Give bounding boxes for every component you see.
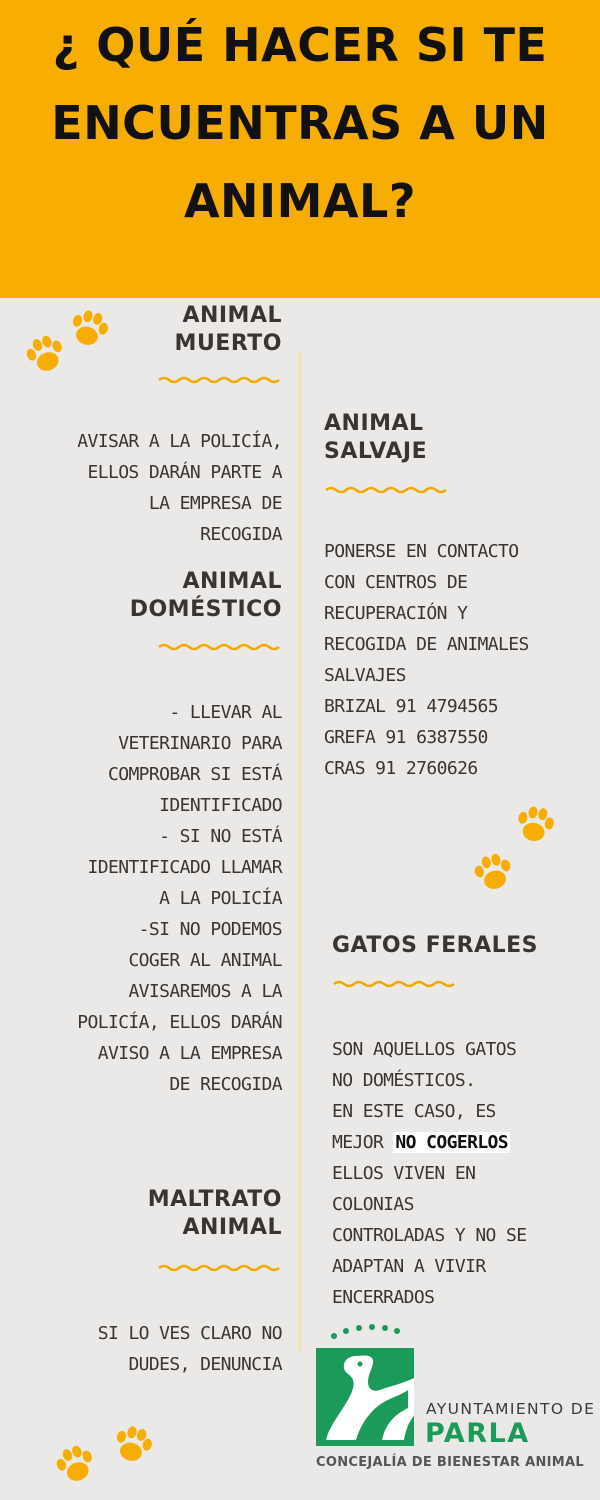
squiggle-divider <box>332 979 458 989</box>
paw-icon <box>510 800 560 848</box>
title-line-1: ¿ QUÉ HACER SI TE <box>52 18 548 72</box>
parla-logo-dots-icon <box>328 1322 408 1342</box>
title-line-2: ENCUENTRAS A UN <box>51 96 549 150</box>
squiggle-divider <box>157 375 283 385</box>
body-maltrato-animal: SI LO VES CLARO NO DUDES, DENUNCIA <box>97 1323 282 1375</box>
header-banner <box>0 0 600 298</box>
squiggle-divider <box>324 485 450 495</box>
heading-animal-salvaje: ANIMAL SALVAJE <box>324 411 428 464</box>
squiggle-divider <box>157 1263 283 1273</box>
body-animal-domestico: - LLEVAR AL VETERINARIO PARA COMPROBAR SI ESTÁ IDENTIFICADO - SI NO ESTÁ IDENTIFICADO LLAMAR A LA POLICÍA -SI NO PODEMOS COGER AL ANIMAL AVISAREMOS A LA POLICÍA, ELLOS DARÁN AVISO A LA EMPRESA DE RECOGIDA <box>77 702 282 1095</box>
page-title <box>0 6 600 240</box>
body-gatos-ferales: SON AQUELLOS GATOS NO DOMÉSTICOS. EN ESTE CASO, ES MEJOR NO COGERLOS ELLOS VIVEN EN COLONIAS CONTROLADAS Y NO SE ADAPTAN A VIVIR ENCERRADOS <box>332 1039 527 1308</box>
paw-icon <box>468 848 518 896</box>
squiggle-divider <box>157 642 283 652</box>
highlight-no-cogerlos: NO COGERLOS <box>395 1132 509 1153</box>
parla-logo-icon <box>316 1348 414 1446</box>
paw-icon <box>20 330 70 378</box>
heading-animal-domestico: ANIMAL DOMÉSTICO <box>129 569 282 622</box>
paw-icon <box>108 1420 158 1468</box>
paw-icon <box>50 1440 100 1488</box>
logo-parla: PARLA <box>425 1418 530 1449</box>
logo-concejalia: CONCEJALÍA DE BIENESTAR ANIMAL <box>316 1455 584 1470</box>
heading-maltrato-animal: MALTRATO ANIMAL <box>147 1187 282 1240</box>
heading-animal-muerto: ANIMAL MUERTO <box>174 303 282 356</box>
center-divider <box>299 352 302 1352</box>
body-animal-salvaje: PONERSE EN CONTACTO CON CENTROS DE RECUPERACIÓN Y RECOGIDA DE ANIMALES SALVAJES BRIZAL 91 4794565 GREFA 91 6387550 CRAS 91 2760626 <box>324 541 529 779</box>
body-animal-muerto: AVISAR A LA POLICÍA, ELLOS DARÁN PARTE A LA EMPRESA DE RECOGIDA <box>77 431 282 545</box>
logo-ayuntamiento: AYUNTAMIENTO DE <box>426 1400 596 1418</box>
title-line-3: ANIMAL? <box>183 174 417 228</box>
paw-icon <box>64 304 114 352</box>
heading-gatos-ferales: GATOS FERALES <box>332 933 539 958</box>
